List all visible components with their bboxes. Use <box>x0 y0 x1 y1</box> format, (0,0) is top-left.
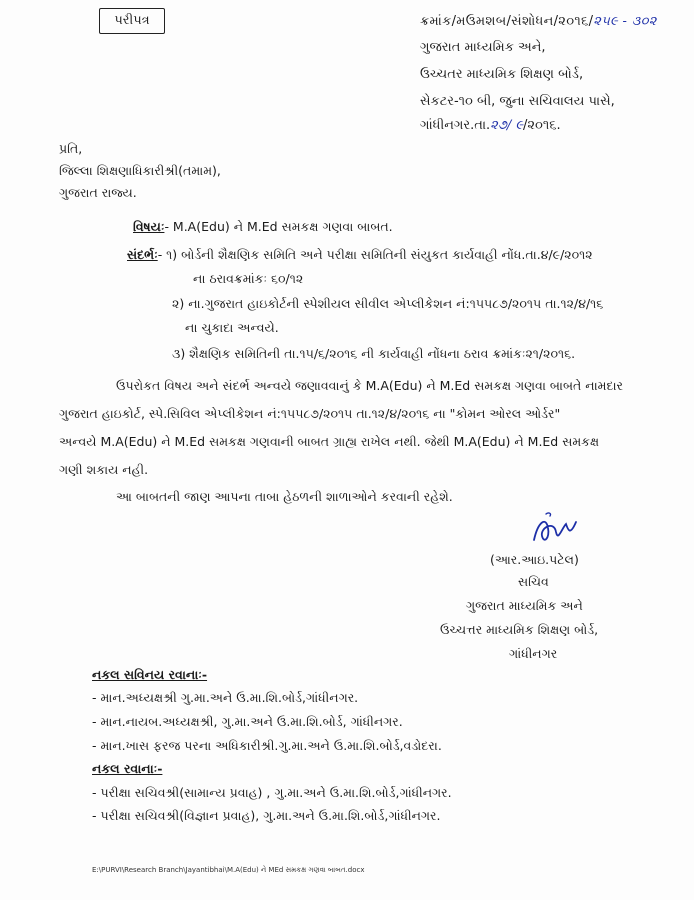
recipient-officer: જિલ્લા શિક્ષણાધિકારીશ્રી(તમામ), <box>59 163 221 178</box>
reference-item-3: ૩) શૈક્ષણિક સમિતિની તા.૧૫/૬/૨૦૧૬ ની કાર્યવાહી નોંધના ઠરાવ ક્રમાંકઃ૨૧/૨૦૧૬. <box>172 346 576 361</box>
signature-scribble <box>528 510 580 550</box>
reference-item-2-cont: ના ચુકાદા અન્વયે. <box>185 320 279 335</box>
body-paragraph-line-4: ગણી શકાય નહી. <box>59 462 149 477</box>
office-line-2: ઉચ્ચતર માધ્યમિક શિક્ષણ બોર્ડ, <box>420 67 584 82</box>
signatory-name: (આર.આઇ.પટેલ) <box>490 552 579 567</box>
copy-item: - પરીક્ષા સચિવશ્રી(સામાન્ય પ્રવાહ) , ગુ.મા.અને ઉ.મા.શિ.બોર્ડ,ગાંધીનગર. <box>92 785 452 800</box>
body-paragraph-line-2: ગુજરાત હાઇકોર્ટ, સ્પે.સિવિલ એપ્લીકેશન નં:૧૫૫૮૭/૨૦૧૫ તા.૧૨/૪/૨૦૧૬ ના "કોમન ઓરલ ઓર્ડર" <box>59 406 561 421</box>
recipient-prati: પ્રતિ, <box>59 141 83 156</box>
signatory-org-1: ગુજરાત માધ્યમિક અને <box>466 598 583 613</box>
signatory-title: સચિવ <box>518 574 549 589</box>
footer-file-path: E:\PURVI\Research Branch\Jayantibhai\M.A(Edu) ને MEd સમકક્ષ ગણવા બાબત.docx <box>92 866 365 874</box>
copy-heading: નકલ રવાનાઃ- <box>92 761 163 776</box>
reference-item-1: - ૧) બોર્ડની શૈક્ષણિક સમિતિ અને પરીક્ષા સમિતિની સંયુકત કાર્યવાહી નોંધ.તા.૪/૯/૨૦૧૨ <box>157 247 593 262</box>
signatory-place: ગાંધીનગર <box>509 646 558 661</box>
office-date <box>420 118 561 133</box>
reference-prefix: ક્રમાંક/મઉમશબ/સંશોધન/૨૦૧૬/ <box>420 14 594 29</box>
body-paragraph-2: આ બાબતની જાણ આપના તાબા હેઠળની શાળાઓને કરવાની રહેશે. <box>116 489 453 504</box>
copy-respectful-item: - માન.ખાસ ફરજ પરના અધિકારીશ્રી.ગુ.મા.અને ઉ.મા.શિ.બોર્ડ,વડોદરા. <box>92 738 442 753</box>
signatory-org-2: ઉચ્ચત્તર માધ્યમિક શિક્ષણ બોર્ડ, <box>440 622 599 637</box>
office-line-3: સેકટર-૧૦ બી, જુના સચિવાલય પાસે, <box>420 94 615 109</box>
date-suffix: /૨૦૧૬. <box>523 118 561 133</box>
circular-stamp: પરીપત્ર <box>99 8 165 34</box>
reference-number <box>420 14 657 29</box>
handwritten-number: ૨૫૯ - ૩૦૨ <box>593 14 657 29</box>
copy-respectful-item: - માન.અધ્યક્ષશ્રી ગુ.મા.અને ઉ.મા.શિ.બોર્ડ,ગાંધીનગર. <box>92 690 359 705</box>
subject-line <box>133 219 393 235</box>
reference-item-1-cont: ના ઠરાવક્રમાંકઃ ૬૦/૧૨ <box>193 271 304 286</box>
date-prefix: ગાંધીનગર.તા. <box>420 118 491 133</box>
office-line-1: ગુજરાત માધ્યમિક અને, <box>420 40 546 55</box>
body-paragraph-line-1: ઉપરોકત વિષય અને સંદર્ભ અન્વયે જણાવવાનું કે M.A(Edu) ને M.Ed સમકક્ષ ગણવા બાબતે નામદાર <box>116 378 623 393</box>
subject-text: - M.A(Edu) ને M.Ed સમકક્ષ ગણવા બાબત. <box>164 219 393 234</box>
copy-respectful-heading: નકલ સવિનય રવાનાઃ- <box>92 667 208 682</box>
copy-item: - પરીક્ષા સચિવશ્રી(વિજ્ઞાન પ્રવાહ), ગુ.મા.અને ઉ.મા.શિ.બોર્ડ,ગાંધીનગર. <box>92 808 441 823</box>
reference-item-2: ૨) ના.ગુજરાત હાઇકોર્ટની સ્પેશીયલ સીવીલ એપ્લીકેશન નં:૧૫૫૮૭/૨૦૧૫ તા.૧૨/૪/૧૬ <box>172 296 604 311</box>
body-paragraph-line-3: અન્વયે M.A(Edu) ને M.Ed સમકક્ષ ગણવાની બાબત ગ્રાહ્ય રાખેલ નથી. જેથી M.A(Edu) ને M.Ed સમકક્ષ <box>59 434 600 449</box>
handwritten-date: ૨૭/ ૯ <box>490 118 524 133</box>
subject-label: વિષયઃ <box>133 219 165 234</box>
reference-line-1 <box>127 247 593 263</box>
reference-label: સંદર્ભઃ <box>127 247 158 262</box>
recipient-state: ગુજરાત રાજ્ય. <box>59 185 137 200</box>
copy-respectful-item: - માન.નાયબ.અધ્યક્ષશ્રી, ગુ.મા.અને ઉ.મા.શિ.બોર્ડ, ગાંધીનગર. <box>92 714 403 729</box>
